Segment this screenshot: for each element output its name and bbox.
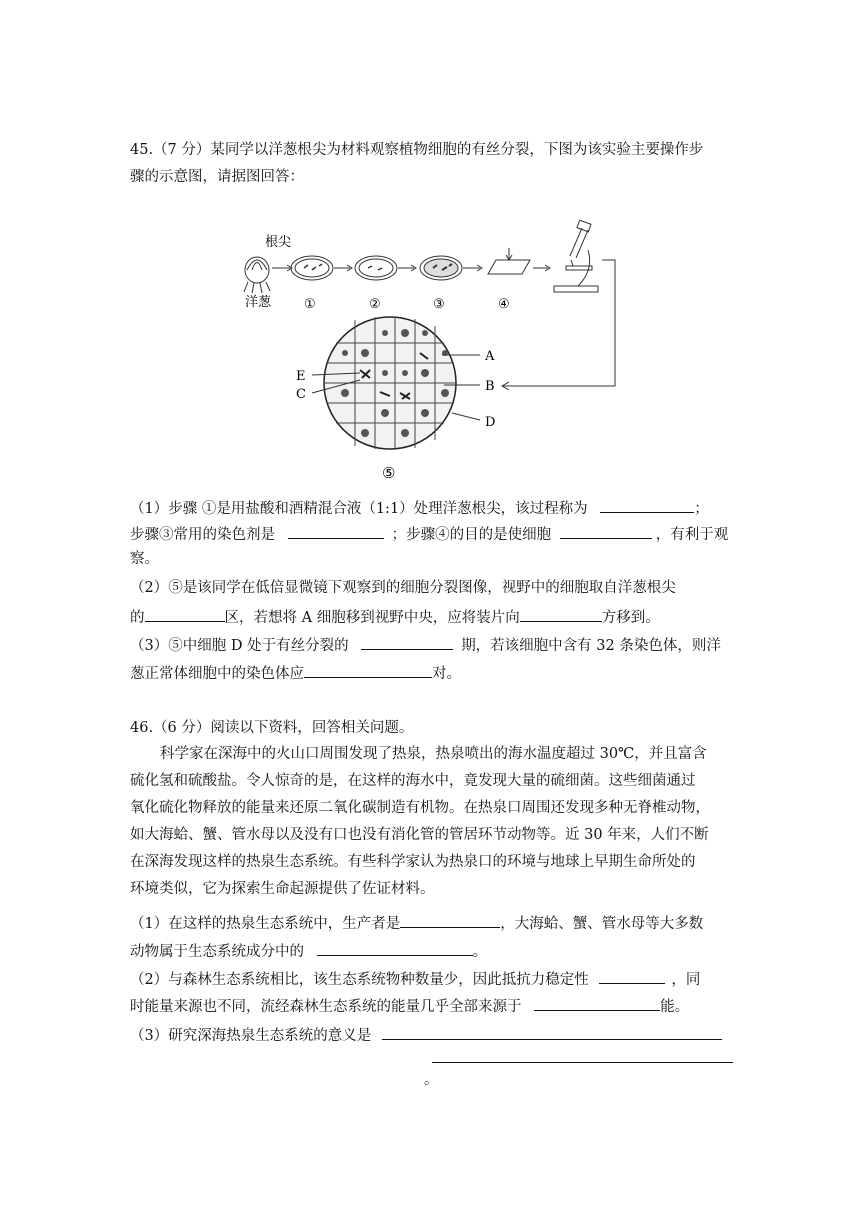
- q46-part3-line1: [130, 1023, 722, 1046]
- q46-part2-line2: [130, 994, 689, 1017]
- dish-1: [291, 256, 333, 280]
- q45-p2-text2b: 区，若想将 A 细胞移到视野中央，应将装片向: [224, 610, 520, 626]
- step-1-label: ①: [304, 297, 316, 312]
- q45-p1-text2a: 步骤③常用的染色剂是: [130, 527, 275, 543]
- q45-part1-line2: [130, 522, 728, 545]
- cell-label-c: C: [296, 387, 306, 402]
- q46-part1-line2: [130, 939, 487, 962]
- answer-blank-q46-6[interactable]: [432, 1046, 733, 1063]
- microscope-icon: [554, 220, 598, 292]
- answer-blank-q46-4[interactable]: [534, 994, 660, 1011]
- cell-label-a: A: [485, 349, 495, 364]
- q46-p1-text1b: ，大海蛤、蟹、管水母等大多数: [500, 916, 704, 932]
- answer-blank-q46-3[interactable]: [599, 967, 665, 984]
- q46-para-line1: 科学家在深海中的火山口周围发现了热泉，热泉喷出的海水温度超过 30℃，并且富含: [160, 746, 707, 762]
- step-2-label: ②: [369, 297, 381, 312]
- step-3-label: ③: [433, 297, 445, 312]
- q45-p2-text2c: 方移到。: [601, 610, 660, 626]
- cell-label-d: D: [485, 415, 496, 430]
- q46-para-line4: 如大海蛤、蟹、管水母以及没有口也没有消化管的管居环节动物等。近 30 年来，人们不断: [130, 827, 709, 843]
- q46-para-line6: 环境类似，它为探索生命起源提供了佐证材料。: [130, 881, 435, 897]
- q46-part2-line1: [130, 967, 700, 990]
- q46-p2-text1b: ，同: [671, 972, 701, 988]
- q45-p3-text2a: 葱正常体细胞中的染色体应: [130, 666, 304, 682]
- q45-p3-text1a: （3）⑤中细胞 D 处于有丝分裂的: [130, 638, 349, 654]
- dish-2: [355, 256, 397, 280]
- q45-p2-text2a: 的: [130, 610, 145, 626]
- q46-intro: 46.（6 分）阅读以下资料，回答相关问题。: [130, 720, 414, 736]
- answer-blank-q45-4[interactable]: [145, 605, 225, 622]
- answer-blank-q46-2[interactable]: [317, 939, 473, 956]
- slide-icon: [488, 248, 530, 274]
- dish-3: [420, 256, 462, 280]
- answer-blank-q45-3[interactable]: [560, 522, 652, 539]
- q45-intro-line2: 骤的示意图，请据图回答：: [130, 169, 304, 185]
- answer-blank-q45-5[interactable]: [520, 605, 602, 622]
- answer-blank-q45-6[interactable]: [361, 633, 453, 650]
- q46-p1-text2b: 。: [472, 944, 488, 960]
- q46-para-line2: 硫化氢和硫酸盐。令人惊奇的是，在这样的海水中，竟发现大量的硫细菌。这些细菌通过: [130, 773, 696, 789]
- q46-para-line5: 在深海发现这样的热泉生态系统。有些科学家认为热泉口的环境与地球上早期生命所处的: [130, 854, 696, 870]
- q46-p2-text2b: 能。: [660, 999, 690, 1015]
- q45-p1-text2c: ，有利于观: [655, 527, 729, 543]
- q45-p1-text3: 察。: [130, 551, 159, 567]
- label-root-tip: 根尖: [265, 235, 292, 250]
- q46-p1-text2a: 动物属于生态系统成分中的: [130, 944, 304, 960]
- cell-field: [324, 317, 456, 449]
- q45-part3-line1: [130, 633, 721, 656]
- q45-p1-text: （1）步骤 ①是用盐酸和酒精混合液（1:1）处理洋葱根尖，该过程称为: [130, 501, 588, 517]
- step-4-label: ④: [498, 297, 510, 312]
- q46-p3-end: 。: [424, 1072, 439, 1088]
- cell-label-b: B: [485, 379, 495, 394]
- q45-p1-text2b: ；步骤④的目的是使细胞: [391, 527, 552, 543]
- q46-part1-line1: [130, 911, 703, 934]
- q45-p3-text1b: 期，若该细胞中含有 32 条染色体，则洋: [461, 638, 721, 654]
- q45-part3-line2: [130, 661, 461, 684]
- q46-para-line3: 氧化硫化物释放的能量来还原二氧化碳制造有机物。在热泉口周围还发现多种无脊椎动物，: [130, 800, 710, 816]
- q45-p1-end: ；: [694, 501, 709, 517]
- answer-blank-q46-5[interactable]: [382, 1023, 722, 1040]
- onion-icon: [244, 257, 270, 293]
- step-5-label: ⑤: [382, 464, 396, 482]
- answer-blank-q45-2[interactable]: [288, 522, 384, 539]
- q45-part1-line1: [130, 496, 709, 519]
- q45-p3-text2b: 对。: [432, 666, 461, 682]
- q46-p3-text: （3）研究深海热泉生态系统的意义是: [130, 1028, 372, 1044]
- q46-p2-text2a: 时能量来源也不同，流经森林生态系统的能量几乎全部来源于: [130, 999, 522, 1015]
- q46-p1-text1a: （1）在这样的热泉生态系统中，生产者是: [130, 916, 401, 932]
- answer-blank-q45-1[interactable]: [600, 496, 694, 513]
- cell-label-e: E: [296, 369, 306, 384]
- answer-blank-q45-7[interactable]: [304, 661, 432, 678]
- q46-p2-text1a: （2）与森林生态系统相比，该生态系统物种数量少，因此抵抗力稳定性: [130, 972, 589, 988]
- label-onion: 洋葱: [245, 295, 272, 310]
- q45-part2-line2: [130, 605, 660, 628]
- q45-part2-line1: （2）⑤是该同学在低倍显微镜下观察到的细胞分裂图像，视野中的细胞取自洋葱根尖: [130, 580, 676, 596]
- q45-intro-line1: 45.（7 分）某同学以洋葱根尖为材料观察植物细胞的有丝分裂，下图为该实验主要操作步: [130, 142, 704, 158]
- experiment-diagram: [230, 220, 640, 482]
- answer-blank-q46-1[interactable]: [400, 911, 500, 928]
